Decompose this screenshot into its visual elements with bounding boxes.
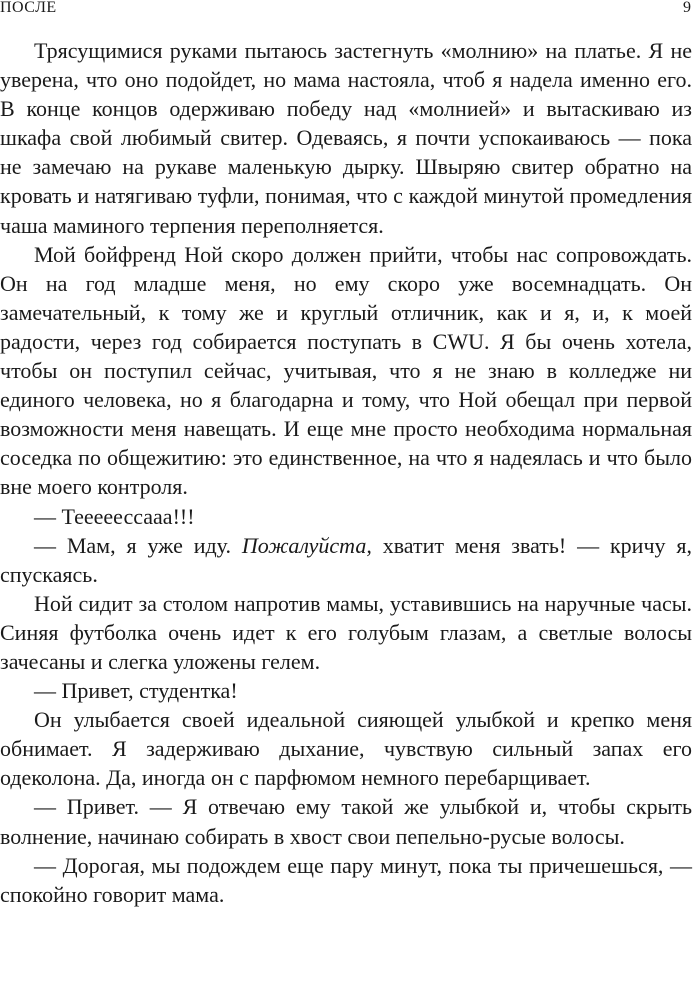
paragraph: — Тееееессааа!!! [34,503,195,529]
book-title: ПОСЛЕ [0,0,57,16]
paragraph: Мой бойфренд Ной скоро должен прийти, чтобы нас сопровождать. Он на год младше меня, но ему скоро уже восемнадцать. Он замечательный, к тому же и круглый отличник, как и я, и, к моей радости, через год собирается поступать в CWU. Я бы очень хотела, чтобы он поступил сейчас, учитывая, что я не знаю в колледже ни единого человека, но я благодарна и тому, что Ной обещал при первой возможности меня навещать. И еще мне просто необходима нормальная соседка по общежитию: это единственное, на что я надеялась и что было вне моего контроля. [0,241,692,500]
paragraph: — Привет. — Я отвечаю ему такой же улыбкой и, чтобы скрыть волнение, начинаю собирать в хвост свои пепельно-русые волосы. [0,794,692,849]
paragraph: Трясущимися руками пытаюсь застегнуть «молнию» на платье. Я не уверена, что оно подойдет, но мама настояла, чтоб я надела именно его. В конце концов одерживаю победу над «молнией» и вытаскиваю из шкафа свой любимый свитер. Одеваясь, я почти успокаиваюсь — пока не замечаю на рукаве маленькую дырку. Швыряю свитер обратно на кровать и натягиваю туфли, понимая, что с каждой минутой промедления чаша маминого терпения переполняется. [0,38,692,238]
page-text [0,36,692,909]
paragraph [0,531,692,589]
paragraph: Ной сидит за столом напротив мамы, уставившись на наручные часы. Синяя футболка очень идет к его голубым глазам, а светлые волосы зачесаны и слегка уложены гелем. [0,590,692,674]
paragraph: — Привет, студентка! [34,678,238,704]
paragraph: Он улыбается своей идеальной сияющей улыбкой и крепко меня обнимает. Я задерживаю дыхание, чувствую сильный запах его одеколона. Да, иногда он с парфюмом немного перебарщивает. [0,707,692,791]
running-header [0,0,695,20]
paragraph-text: хватит меня звать! — кричу я, спускаясь. [0,532,692,587]
emphasis-text: Пожалуйста, [241,532,372,558]
paragraph: — Дорогая, мы подождем еще пару минут, пока ты причешешься, — спокойно говорит мама. [0,852,692,907]
paragraph-text: — Мам, я уже иду. [34,532,242,558]
page-number: 9 [683,0,691,16]
